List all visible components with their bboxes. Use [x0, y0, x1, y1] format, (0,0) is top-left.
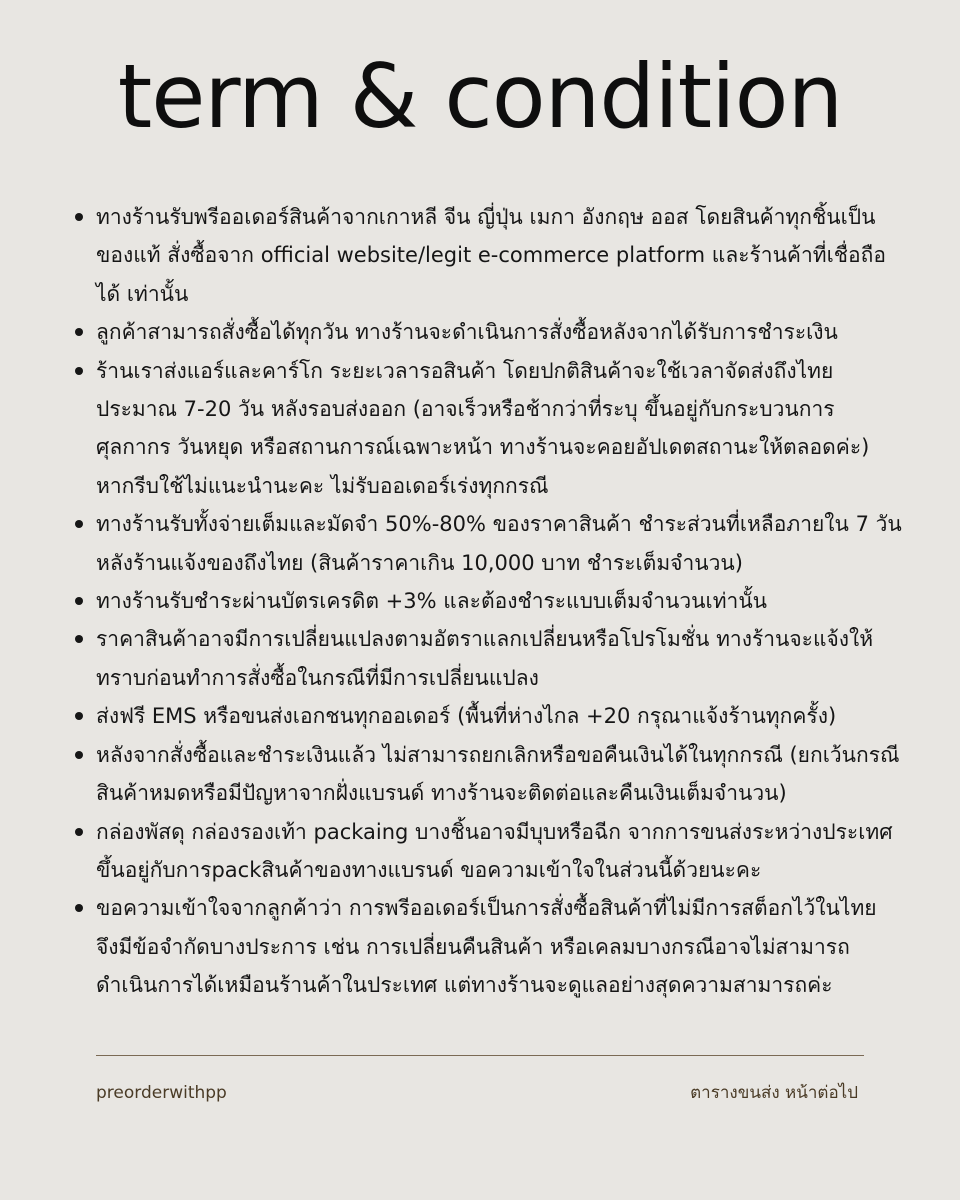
- footer-divider: [96, 1055, 864, 1056]
- bullet-icon: [75, 367, 83, 375]
- term-text: หลังจากสั่งซื้อและชำระเงินแล้ว ไม่สามารถยกเลิกหรือขอคืนเงินได้ในทุกกรณี (ยกเว้นกรณีสินค้าหมดหรือมีปัญหาจากฝั่งแบรนด์ ทางร้านจะติดต่อและคืนเงินเต็มจำนวน): [96, 742, 900, 806]
- term-text: กล่องพัสดุ กล่องรองเท้า packaing บางชิ้นอาจมีบุบหรือฉีก จากการขนส่งระหว่างประเทศ ขึ้นอยู่กับการpackสินค้าของทางแบรนด์ ขอความเข้าใจในส่วนนี้ด้วยนะคะ: [96, 819, 893, 882]
- term-item: [96, 198, 904, 313]
- term-text: ลูกค้าสามารถสั่งซื้อได้ทุกวัน ทางร้านจะดำเนินการสั่งซื้อหลังจากได้รับการชำระเงิน: [96, 320, 838, 345]
- page-title: term & condition: [117, 45, 843, 148]
- term-item: [96, 582, 904, 620]
- term-text: ขอความเข้าใจจากลูกค้าว่า การพรีออเดอร์เป็นการสั่งซื้อสินค้าที่ไม่มีการสต็อกไว้ในไทย จึงมีข้อจำกัดบางประการ เช่น การเปลี่ยนคืนสินค้า หรือเคลมบางกรณีอาจไม่สามารถดำเนินการได้เหมือนร้านค้าในประเทศ แต่ทางร้านจะดูแลอย่างสุดความสามารถค่ะ: [96, 896, 877, 998]
- term-text: ทางร้านรับพรีออเดอร์สินค้าจากเกาหลี จีน ญี่ปุ่น เมกา อังกฤษ ออส โดยสินค้าทุกชิ้นเป็นของแท้ สั่งซื้อจาก official website/legit e-commerce platform และร้านค้าที่เชื่อถือได้ เท่านั้น: [96, 205, 886, 306]
- term-item: [96, 813, 904, 890]
- term-item: [96, 889, 904, 1004]
- bullet-icon: [75, 520, 83, 528]
- term-text: ทางร้านรับทั้งจ่ายเต็มและมัดจำ 50%-80% ของราคาสินค้า ชำระส่วนที่เหลือภายใน 7 วัน หลังร้านแจ้งของถึงไทย (สินค้าราคาเกิน 10,000 บาท ชำระเต็มจำนวน): [96, 512, 902, 575]
- bullet-icon: [75, 597, 83, 605]
- term-text: ทางร้านรับชำระผ่านบัตรเครดิต +3% และต้องชำระแบบเต็มจำนวนเท่านั้น: [96, 589, 768, 614]
- term-item: [96, 736, 904, 813]
- bullet-icon: [75, 635, 83, 643]
- term-text: ส่งฟรี EMS หรือขนส่งเอกชนทุกออเดอร์ (พื้นที่ห่างไกล +20 กรุณาแจ้งร้านทุกครั้ง): [96, 704, 837, 729]
- term-text: ราคาสินค้าอาจมีการเปลี่ยนแปลงตามอัตราแลกเปลี่ยนหรือโปรโมชั่น ทางร้านจะแจ้งให้ทราบก่อนทำการสั่งซื้อในกรณีที่มีการเปลี่ยนแปลง: [96, 627, 874, 690]
- term-item: [96, 697, 904, 735]
- terms-list: [96, 198, 904, 1005]
- term-item: [96, 313, 904, 351]
- shop-handle: preorderwithpp: [96, 1083, 227, 1103]
- bullet-icon: [75, 712, 83, 720]
- bullet-icon: [75, 213, 83, 221]
- bullet-icon: [75, 828, 83, 836]
- term-item: [96, 505, 904, 582]
- term-item: [96, 620, 904, 697]
- bullet-icon: [75, 751, 83, 759]
- next-page-hint: ตารางขนส่ง หน้าต่อไป: [690, 1083, 858, 1103]
- bullet-icon: [75, 904, 83, 912]
- term-text: ร้านเราส่งแอร์และคาร์โก ระยะเวลารอสินค้า โดยปกติสินค้าจะใช้เวลาจัดส่งถึงไทย ประมาณ 7-20 วัน หลังรอบส่งออก (อาจเร็วหรือช้ากว่าที่ระบุ ขึ้นอยู่กับกระบวนการศุลกากร วันหยุด หรือสถานการณ์เฉพาะหน้า ทางร้านจะคอยอัปเดตสถานะให้ตลอดค่ะ) หากรีบใช้ไม่แนะนำนะคะ ไม่รับออเดอร์เร่งทุกกรณี: [96, 358, 870, 498]
- term-item: [96, 352, 904, 506]
- bullet-icon: [75, 328, 83, 336]
